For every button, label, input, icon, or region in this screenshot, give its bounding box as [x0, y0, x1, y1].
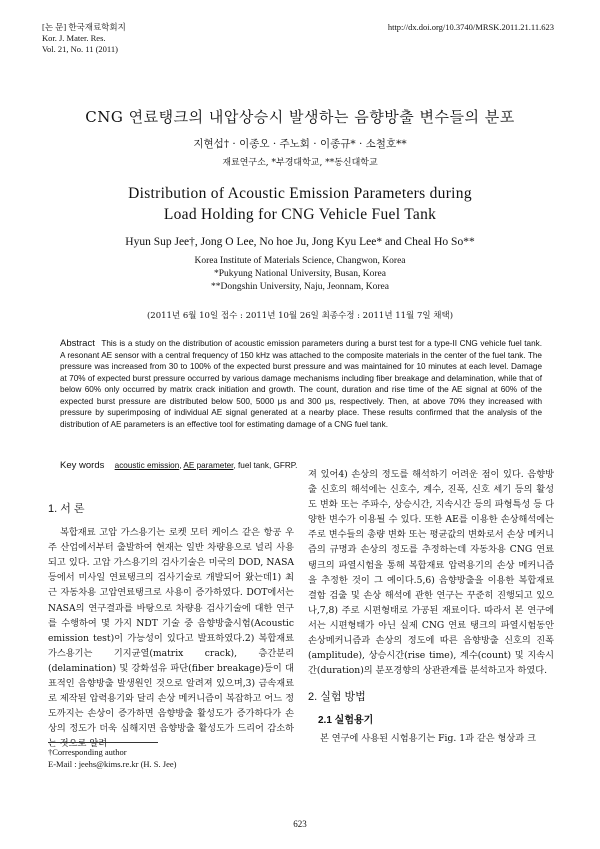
- journal-name-ko: [논 문] 한국재료학회지: [42, 22, 126, 32]
- introduction-paragraph: 복합재료 고압 가스용기는 로켓 모터 케이스 같은 항공 우주 산업에서부터 출발하여 현재는 일반 차량용으로 널리 사용되고 있다. 고압 가스용기의 검사기술은 미국의 DOD, NASA 등에서 미사일 연료탱크의 검사기술로 개발되어 왔는데1) 최근 자동차용 고압연료탱크로 사용이 증가하였다. DOT에서는 NASA의 연구결과를 바탕으로 차량용 검사기술에 대한 연구를 수행하여 몇 가지 NDT 기술 중 음향방출시험(Acoustic emission test)이 가능성이 있다고 발표하였다.2) 복합재료 가스용기는 기지균열(matrix crack), 층간분리(delamination) 및 강화섬유 파단(fiber breakage)등이 대표적인 음향방출 발생원인 것으로 알려져 있으며,3) 금속재료로 제작된 압력용기와 달리 손상 메커니즘이 복잡하고 어느 정도까지는 손상이 증가하면 음향방출 활성도가 증가하다가 손상의 정도가 더욱 심해지면 음향방출 활성도가 드리어 감소하는 것으로 알려: [48, 527, 294, 750]
- affiliation-3: **Dongshin University, Naju, Jeonnam, Korea: [210, 282, 389, 292]
- footnote-corresponding: †Corresponding author: [48, 747, 127, 757]
- section-introduction-title: 1. 서 론: [48, 503, 85, 515]
- title-english-line1: Distribution of Acoustic Emission Parameters during: [128, 185, 472, 202]
- keyword-link-ae-parameter[interactable]: AE parameter: [183, 461, 234, 470]
- section-methods-title: 2. 실험 방법: [308, 691, 366, 704]
- authors-korean: 지현섭† · 이종오 · 주노회 · 이종규* · 소철호**: [193, 138, 407, 150]
- doi-link[interactable]: http://dx.doi.org/10.3740/MRSK.2011.21.11.623: [387, 22, 554, 32]
- abstract: [60, 338, 542, 430]
- keywords-label: Key words: [60, 460, 105, 471]
- title-korean: CNG 연료탱크의 내압상승시 발생하는 음향방출 변수들의 분포: [85, 108, 515, 126]
- methods-paragraph: 본 연구에 사용된 시험용기는 Fig. 1과 같은 형상과 크: [320, 732, 536, 744]
- journal-header: [42, 22, 126, 55]
- affiliation-2: *Pukyung National University, Busan, Korea: [214, 269, 386, 279]
- journal-name-en: Kor. J. Mater. Res.: [42, 33, 106, 43]
- footnote-email: E-Mail : jeehs@kims.re.kr (H. S. Jee): [48, 759, 177, 769]
- affiliation-1: Korea Institute of Materials Science, Changwon, Korea: [194, 256, 406, 266]
- subsection-test-vessel-title: 2.1 실험용기: [318, 715, 374, 727]
- submission-dates: (2011년 6월 10일 접수 : 2011년 10월 26일 최종수정 : 2011년 11월 7일 채택): [146, 311, 454, 321]
- page-number: 623: [293, 819, 307, 829]
- keywords: Key words acoustic emission, AE parameter, fuel tank, GFRP.: [60, 460, 298, 471]
- right-column: [308, 467, 554, 746]
- footnote-rule: [48, 742, 158, 743]
- affiliations-korean: 재료연구소, *부경대학교, **동신대학교: [222, 158, 378, 168]
- title-english: [0, 183, 600, 225]
- title-english-line2: Load Holding for CNG Vehicle Fuel Tank: [163, 206, 437, 223]
- authors-english: Hyun Sup Jee†, Jong O Lee, No hoe Ju, Jong Kyu Lee* and Cheal Ho So**: [125, 236, 475, 248]
- keywords-rest: , fuel tank, GFRP.: [233, 461, 298, 470]
- introduction-paragraph-continued: 져 있어4) 손상의 정도를 해석하기 어려운 점이 있다. 음향방출 신호의 해석에는 신호수, 계수, 진폭, 신호 세기 등의 활성도 변화 또는 주파수, 상승시간, 지속시간 등의 파형특성 등 다양한 변수가 이용될 수 있다. 또한 AE를 이용한 손상해석에는 주로 변수들의 총량 변화 또는 평균값의 변화로서 손상 메커니즘의 규명과 손상의 정도를 추정하는데 자동차용 CNG 연료탱크의 파열시험을 통해 복합재료 압력용기의 손상 메커니즘을 추정한 것이 그 예이다.5,6) 음향방출을 이용한 복합재료 결함 검출 및 손상 해석에 관한 연구는 꾸준히 진행되고 있으나,7,8) 주로 시편형태로 가공된 재료이다. 따라서 본 연구에서는 시편형태가 아닌 실제 CNG 연료 탱크의 파열시험동안 손상메커니즘과 손상의 정도에 따른 음향방출 신호의 진폭(amplitude), 상승시간(rise time), 계수(count) 및 지속시간(duration)의 분포경향의 상관관계를 분석하고자 하였다.: [308, 469, 554, 677]
- journal-volume: Vol. 21, No. 11 (2011): [42, 44, 118, 54]
- abstract-label: Abstract: [60, 338, 95, 349]
- affiliations-english: [0, 255, 600, 294]
- left-column: [48, 502, 294, 752]
- keyword-link-acoustic-emission[interactable]: acoustic emission: [114, 461, 180, 470]
- footnote: [48, 746, 176, 770]
- abstract-text: This is a study on the distribution of acoustic emission parameters during a burst test for a type-II CNG vehicle fuel tank. A resonant AE sensor with a central frequency of 150 kHz was attached to the composite materials in the center of the fuel tank. The pressure was increased from 30 to 100% of the expected burst pressure and was maintained for 10 minutes at each level. Damage at 70% of expected burst pressure occurred by various damage mechanisms including fiber breakage and delamination, while that of below 60% only occurred by matrix crack initiation and growth. The count, duration and rise time of the AE signal at 60% of the expected burst pressure are distributed below 500, 5000 μs and 300 μs, respectively. Then, at above 70% they increased with pressure by superimposing of individual AE signal generated at a nearby place. These results confirmed that the analysis of the distribution of AE parameters is an effective tool for estimating damage of a CNG fuel tank.: [60, 339, 542, 429]
